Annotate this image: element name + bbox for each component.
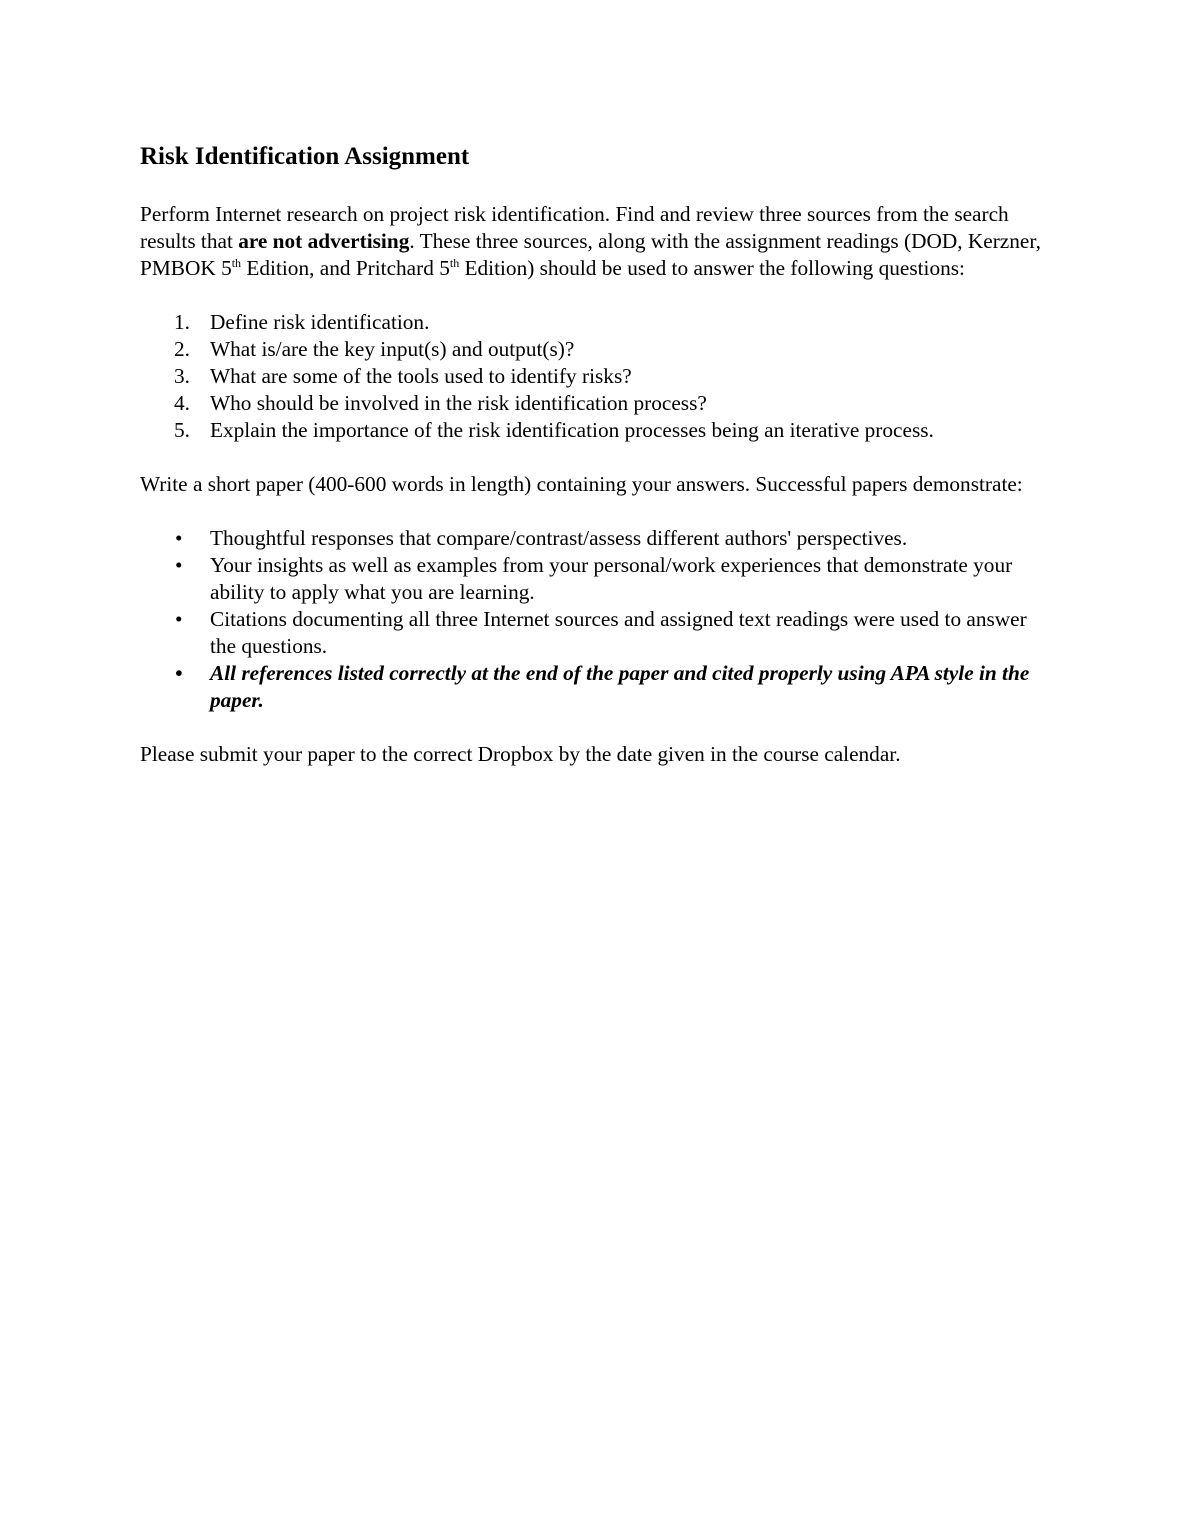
question-text: Who should be involved in the risk identification process? [210,391,707,415]
intro-paragraph [140,201,1050,282]
intro-text: Edition, and Pritchard 5 [241,256,450,280]
list-item [140,363,1050,390]
criteria-text: Thoughtful responses that compare/contrast/assess different authors' perspectives. [210,526,908,550]
list-number: 5. [174,418,190,442]
question-text: What is/are the key input(s) and output(s)? [210,337,575,361]
list-item [140,417,1050,444]
question-text: What are some of the tools used to identify risks? [210,364,632,388]
superscript: th [231,255,242,270]
list-item [140,309,1050,336]
list-number: 2. [174,337,190,361]
paper-instructions: Write a short paper (400-600 words in length) containing your answers. Successful papers demonstrate: [140,472,1023,496]
question-text: Explain the importance of the risk identification processes being an iterative process. [210,418,934,442]
bullet-icon: • [175,661,183,685]
list-item [140,552,1050,606]
criteria-text: Your insights as well as examples from your personal/work experiences that demonstrate your ability to apply what you are learning. [210,553,1013,604]
list-number: 1. [174,310,190,334]
bullet-icon: • [175,526,183,550]
intro-text: Perform Internet research on project risk identification. Find and review three sources from the search results that [140,202,1009,253]
question-text: Define risk identification. [210,310,430,334]
list-item [140,606,1050,660]
list-item [140,525,1050,552]
bullet-icon: • [175,607,183,631]
list-item [140,336,1050,363]
intro-text: . These three sources, along with the assignment readings (DOD, Kerzner, PMBOK 5 [140,229,1041,280]
list-item [140,390,1050,417]
list-number: 4. [174,391,190,415]
intro-bold-text: are not advertising [238,229,410,253]
criteria-text: All references listed correctly at the end of the paper and cited properly using APA style in the paper. [210,661,1030,712]
bullet-icon: • [175,553,183,577]
questions-list [140,309,1050,444]
list-item [140,660,1050,714]
criteria-text: Citations documenting all three Internet sources and assigned text readings were used to answer the questions. [210,607,1027,658]
criteria-list [140,525,1050,714]
intro-text: Edition) should be used to answer the following questions: [459,256,965,280]
closing-paragraph: Please submit your paper to the correct Dropbox by the date given in the course calendar. [140,742,901,766]
superscript: th [449,255,460,270]
list-number: 3. [174,364,190,388]
document-page [140,141,1050,795]
page-title: Risk Identification Assignment [140,143,470,170]
